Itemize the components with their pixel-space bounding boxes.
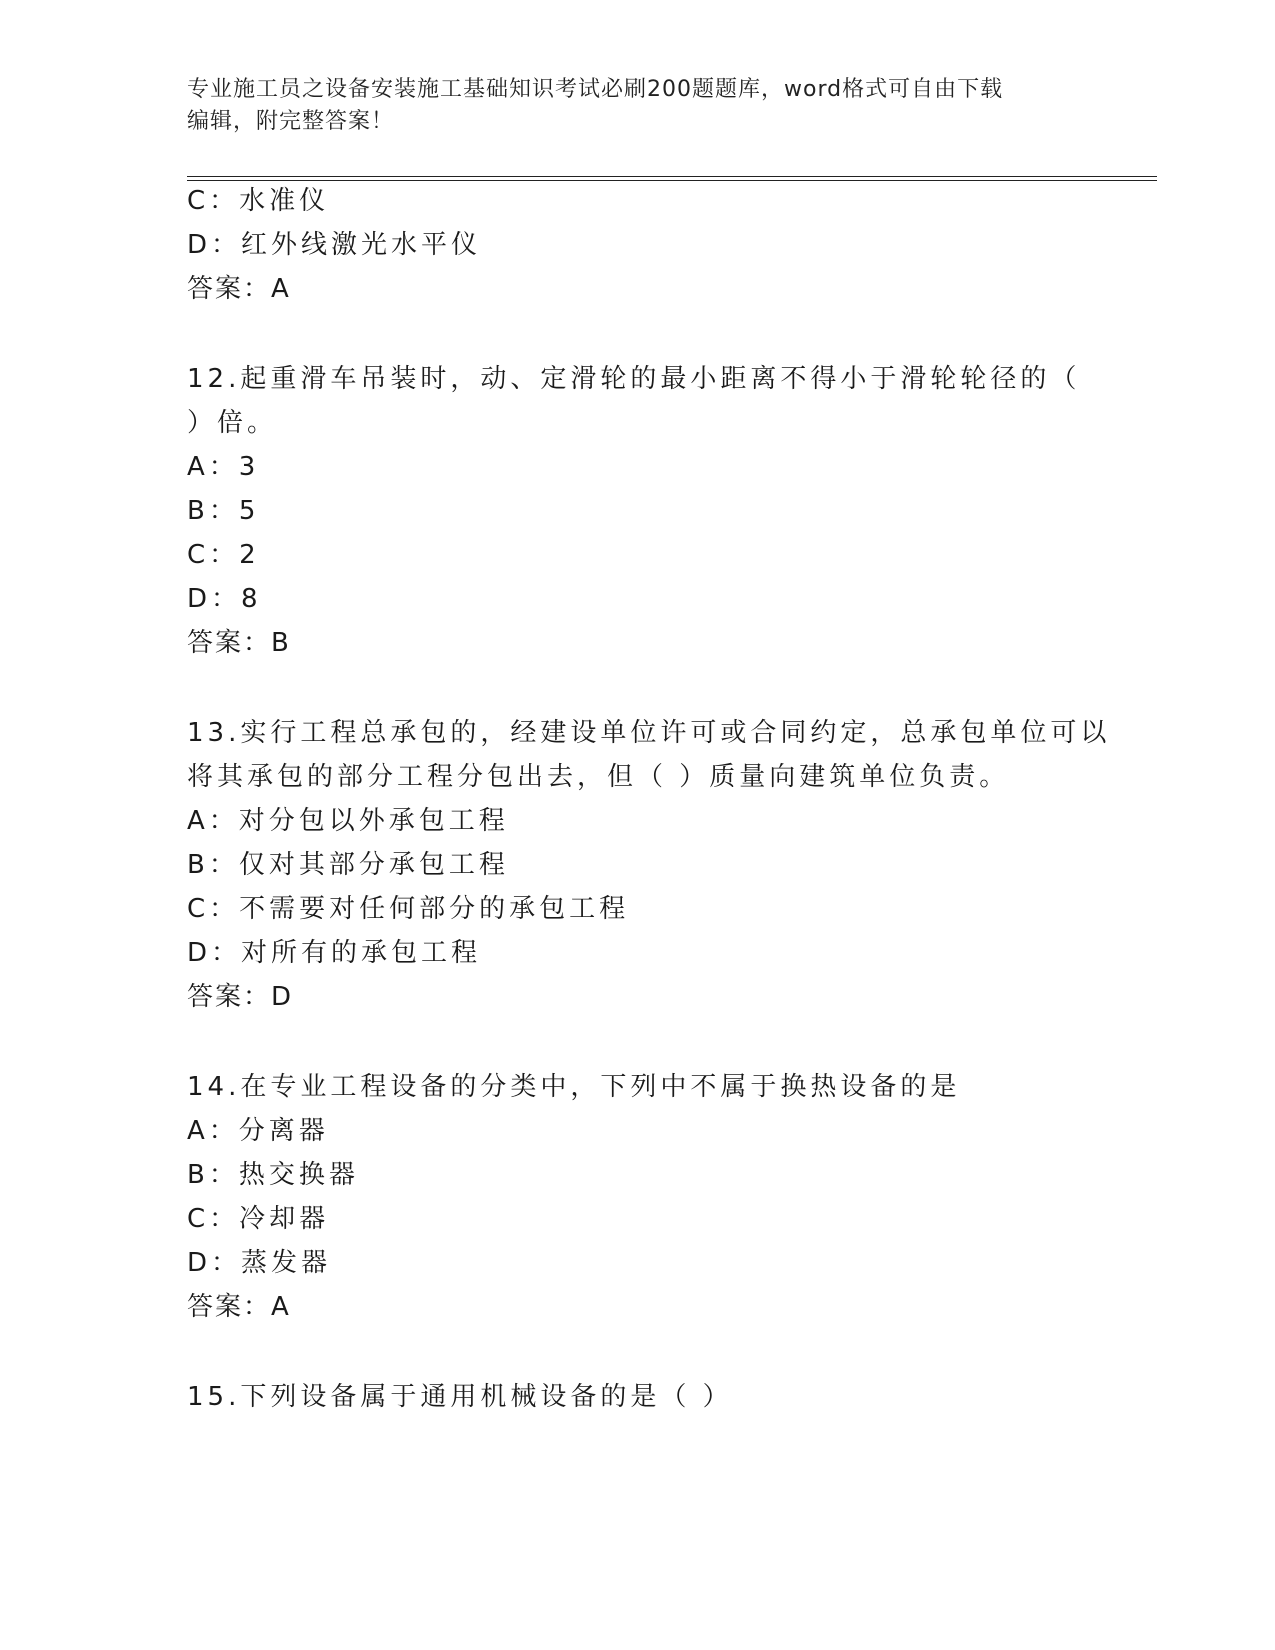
option-b: B：热交换器	[187, 1160, 359, 1190]
option-d: D：红外线激光水平仪	[187, 230, 482, 260]
question-15-text: 15.下列设备属于通用机械设备的是（ ）	[187, 1382, 733, 1412]
question-13-text-cont: 将其承包的部分工程分包出去，但（ ）质量向建筑单位负责。	[187, 762, 1010, 792]
option-a: A：对分包以外承包工程	[187, 806, 509, 836]
answer-line: 答案：A	[187, 274, 291, 304]
option-a: A：分离器	[187, 1116, 329, 1146]
option-c: C：水准仪	[187, 186, 330, 216]
option-d: D：8	[187, 584, 262, 614]
header-divider	[187, 176, 1157, 181]
option-c: C：冷却器	[187, 1204, 330, 1234]
option-a: A：3	[187, 452, 260, 482]
answer-line: 答案：B	[187, 628, 291, 658]
header-line-1: 专业施工员之设备安装施工基础知识考试必刷200题题库，word格式可自由下载	[187, 77, 1004, 102]
question-12-text-cont: ）倍。	[187, 408, 278, 438]
answer-line: 答案：D	[187, 982, 294, 1012]
option-d: D：蒸发器	[187, 1248, 332, 1278]
option-c: C：不需要对任何部分的承包工程	[187, 894, 630, 924]
header-line-2: 编辑，附完整答案！	[187, 109, 395, 134]
option-b: B：仅对其部分承包工程	[187, 850, 509, 880]
answer-line: 答案：A	[187, 1292, 291, 1322]
question-13-text: 13.实行工程总承包的，经建设单位许可或合同约定，总承包单位可以	[187, 718, 1111, 748]
question-12-text: 12.起重滑车吊装时，动、定滑轮的最小距离不得小于滑轮轮径的（	[187, 364, 1081, 394]
question-14-text: 14.在专业工程设备的分类中，下列中不属于换热设备的是	[187, 1072, 961, 1102]
page-header	[187, 74, 1087, 138]
option-b: B：5	[187, 496, 260, 526]
option-c: C：2	[187, 540, 260, 570]
option-d: D：对所有的承包工程	[187, 938, 482, 968]
